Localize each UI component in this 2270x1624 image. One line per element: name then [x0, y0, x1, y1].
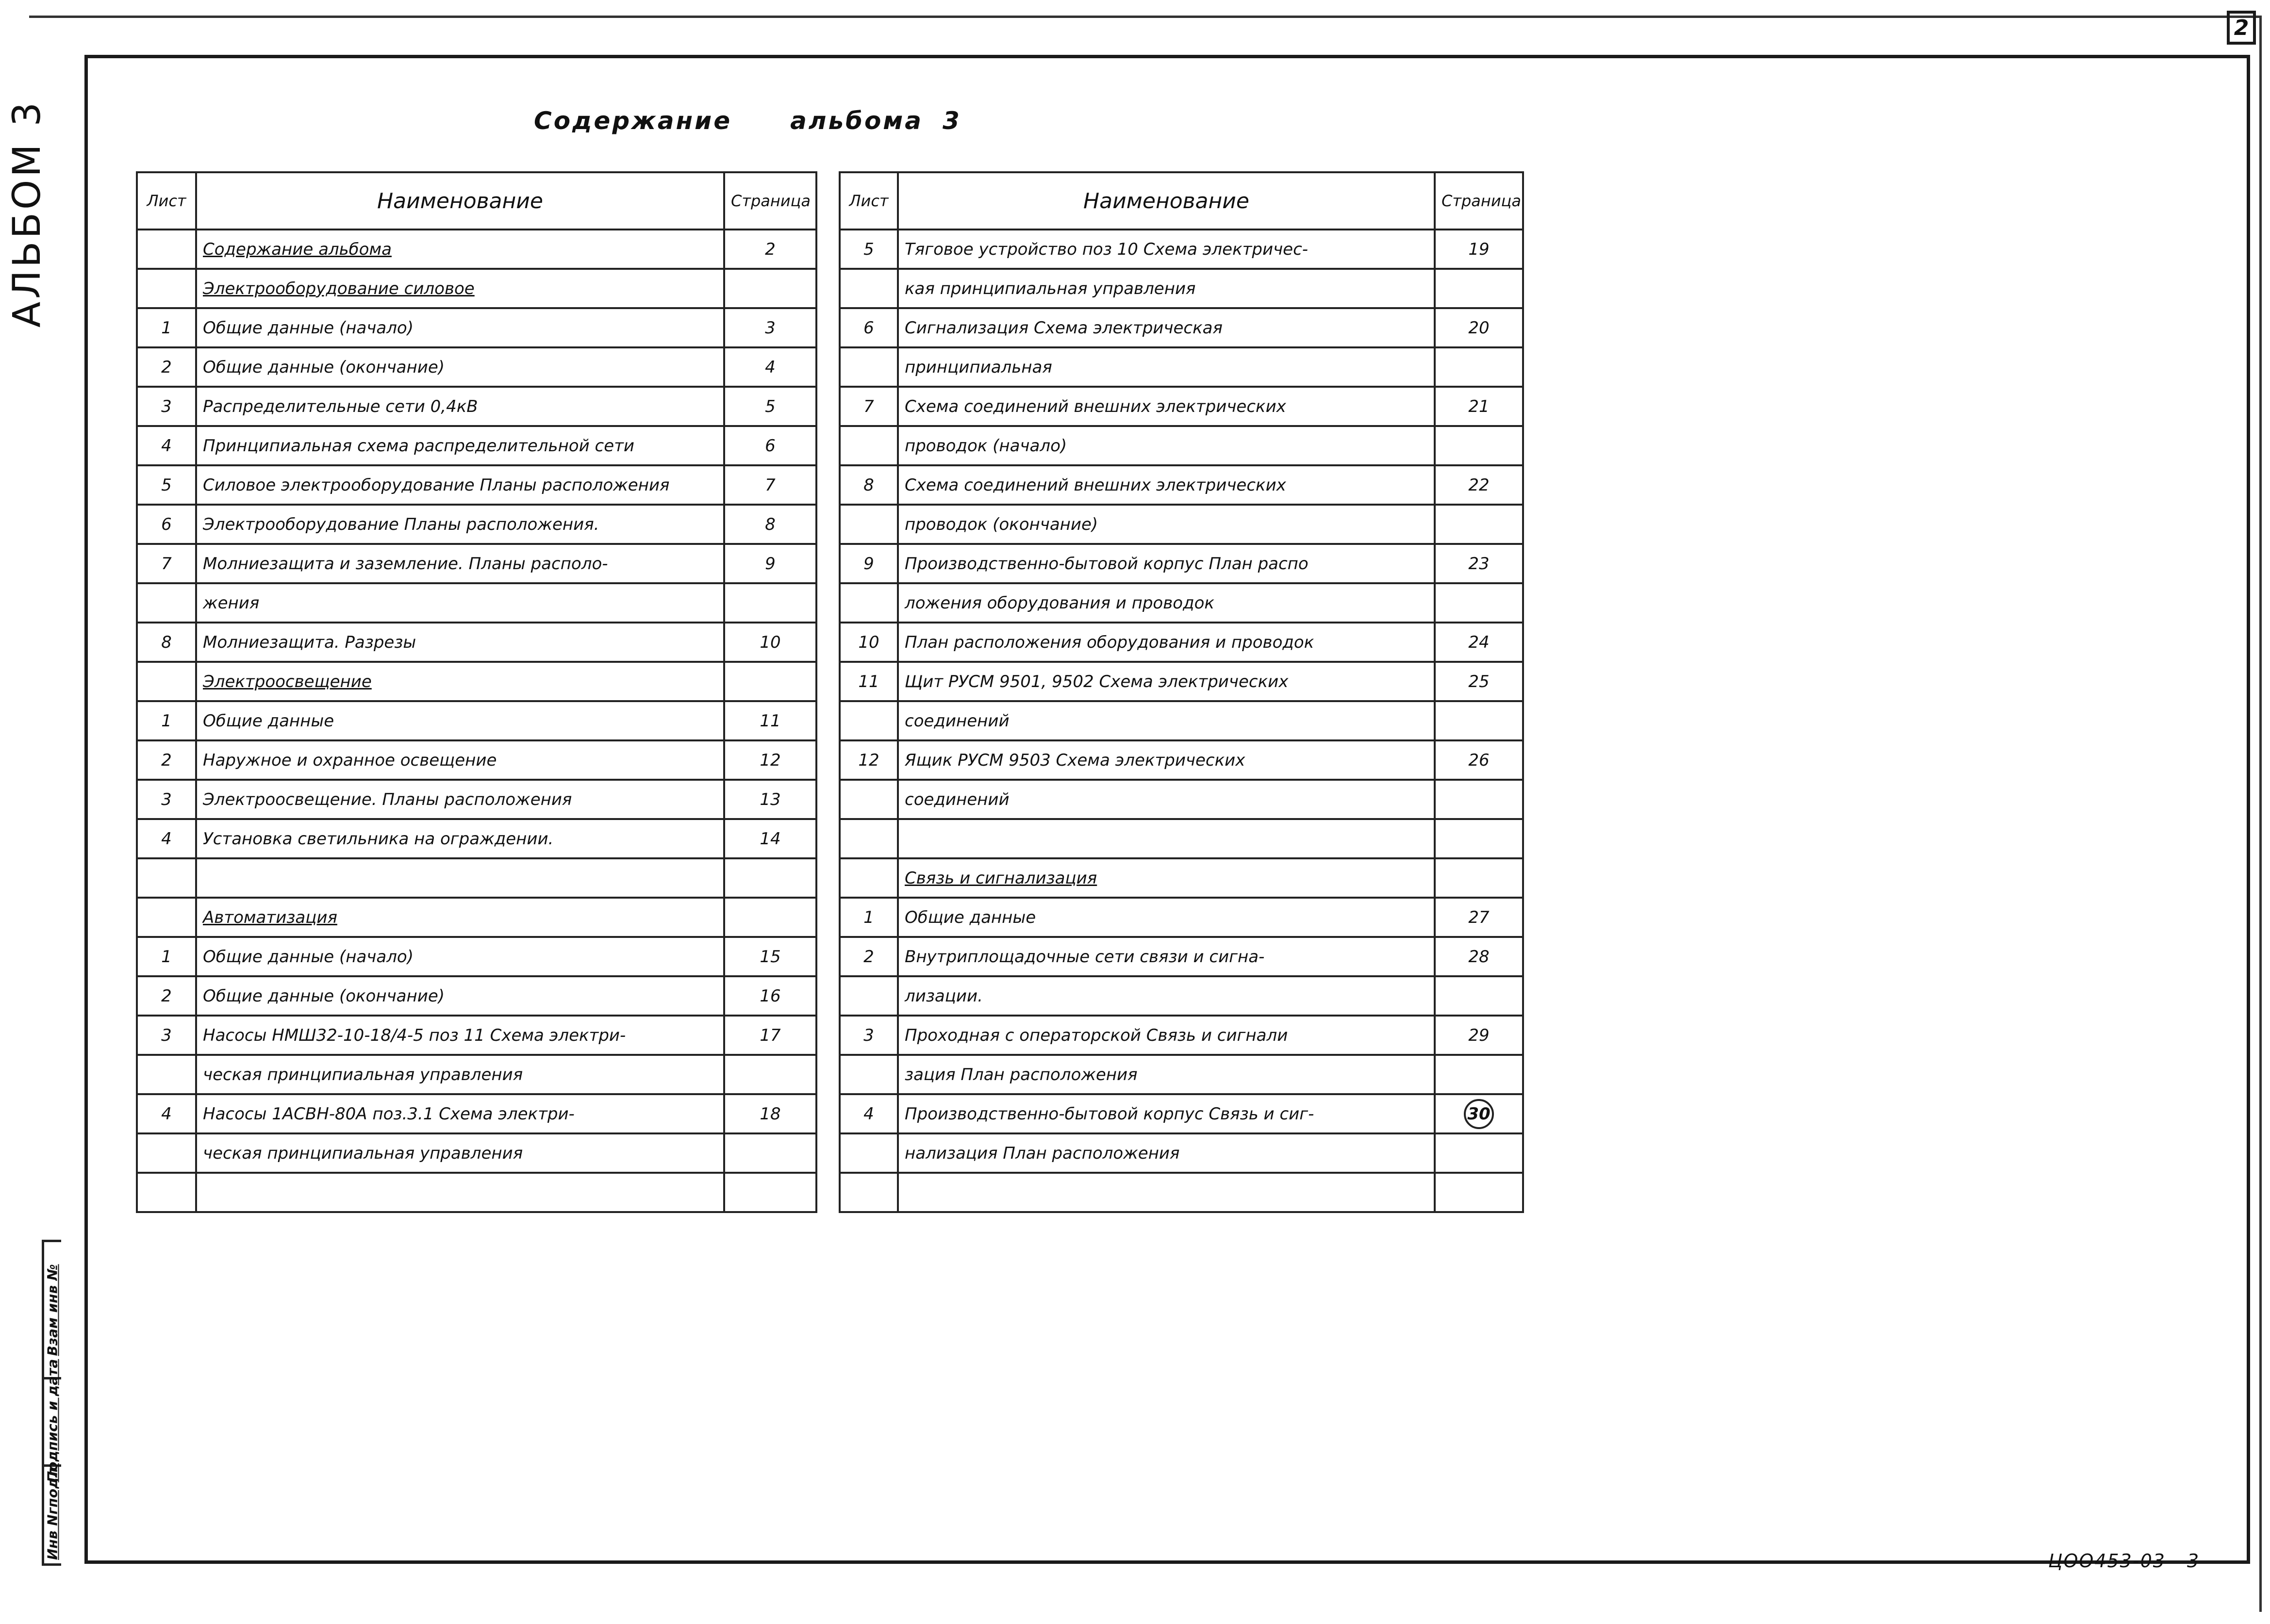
row-sheet	[840, 780, 898, 819]
row-page: 6	[724, 426, 816, 465]
row-sheet: 6	[137, 505, 196, 544]
page-title	[534, 107, 1020, 135]
row-name: проводок (начало)	[898, 426, 1435, 465]
row-name: Принципиальная схема распределительной сети	[196, 426, 724, 465]
document-code	[2048, 1550, 2200, 1572]
row-page: 4	[724, 347, 816, 387]
row-page	[724, 269, 816, 308]
row-name: кая принципиальная управления	[898, 269, 1435, 308]
row-name	[196, 858, 724, 898]
row-sheet	[137, 583, 196, 623]
row-sheet	[840, 1055, 898, 1094]
row-name: Молниезащита. Разрезы	[196, 623, 724, 662]
row-page	[724, 1133, 816, 1173]
row-name: ческая принципиальная управления	[196, 1133, 724, 1173]
row-page: 22	[1435, 465, 1523, 505]
row-name: Тяговое устройство поз 10 Схема электричес-	[898, 230, 1435, 269]
row-page: 21	[1435, 387, 1523, 426]
row-page	[724, 1055, 816, 1094]
row-name: Молниезащита и заземление. Планы располо-	[196, 544, 724, 583]
row-name: Общие данные (окончание)	[196, 347, 724, 387]
title-word1: Содержание	[534, 107, 732, 135]
row-name: Насосы НМШ32-10-18/4-5 поз 11 Схема электри-	[196, 1016, 724, 1055]
header-name: Наименование	[196, 172, 724, 230]
table-row	[840, 505, 1523, 544]
row-sheet	[137, 1173, 196, 1212]
row-sheet	[137, 1133, 196, 1173]
row-page: 3	[724, 308, 816, 347]
row-name: принципиальная	[898, 347, 1435, 387]
row-sheet: 5	[840, 230, 898, 269]
row-sheet: 1	[137, 937, 196, 976]
table-row	[840, 1133, 1523, 1173]
row-sheet: 2	[137, 976, 196, 1016]
table-row	[840, 740, 1523, 780]
row-name: Проходная с операторской Связь и сигнали	[898, 1016, 1435, 1055]
toc-table-left	[136, 171, 817, 1213]
row-page: 10	[724, 623, 816, 662]
row-sheet	[840, 1173, 898, 1212]
table-row	[137, 623, 816, 662]
row-page	[1435, 976, 1523, 1016]
row-sheet: 3	[137, 387, 196, 426]
row-name: Производственно-бытовой корпус Связь и сиг-	[898, 1094, 1435, 1133]
row-sheet: 7	[137, 544, 196, 583]
row-page: 12	[724, 740, 816, 780]
row-page	[724, 662, 816, 701]
table-row	[840, 662, 1523, 701]
table-row	[840, 230, 1523, 269]
row-name: Электроосвещение	[196, 662, 724, 701]
row-page: 17	[724, 1016, 816, 1055]
row-sheet	[137, 662, 196, 701]
table-row	[840, 1055, 1523, 1094]
row-page: 26	[1435, 740, 1523, 780]
table-row	[840, 347, 1523, 387]
row-name: проводок (окончание)	[898, 505, 1435, 544]
row-sheet: 3	[137, 1016, 196, 1055]
row-sheet: 11	[840, 662, 898, 701]
title-word2: альбома	[790, 107, 923, 135]
row-name: Насосы 1АСВН-80А поз.3.1 Схема электри-	[196, 1094, 724, 1133]
row-name: Общие данные (начало)	[196, 308, 724, 347]
table-row	[840, 465, 1523, 505]
row-sheet: 4	[137, 819, 196, 858]
row-page	[1435, 426, 1523, 465]
table-row	[137, 505, 816, 544]
row-sheet: 8	[840, 465, 898, 505]
row-sheet	[137, 858, 196, 898]
table-row	[137, 1016, 816, 1055]
row-page: 15	[724, 937, 816, 976]
row-page	[724, 858, 816, 898]
row-page: 11	[724, 701, 816, 740]
row-name: Общие данные	[196, 701, 724, 740]
toc-table-right	[839, 171, 1524, 1213]
outer-border-top	[29, 16, 2262, 18]
table-row	[137, 1055, 816, 1094]
row-name: нализация План расположения	[898, 1133, 1435, 1173]
table-row	[840, 976, 1523, 1016]
row-page	[1435, 505, 1523, 544]
row-sheet: 2	[137, 740, 196, 780]
row-sheet	[137, 898, 196, 937]
row-sheet: 4	[137, 1094, 196, 1133]
table-row	[137, 269, 816, 308]
row-name: Схема соединений внешних электрических	[898, 387, 1435, 426]
table-row	[137, 426, 816, 465]
table-row	[137, 544, 816, 583]
row-name: Распределительные сети 0,4кВ	[196, 387, 724, 426]
table-row	[137, 898, 816, 937]
table-row	[840, 858, 1523, 898]
table-row	[840, 1094, 1523, 1133]
row-page	[1435, 701, 1523, 740]
row-name: Ящик РУСМ 9503 Схема электрических	[898, 740, 1435, 780]
row-page: 7	[724, 465, 816, 505]
row-page	[1435, 583, 1523, 623]
row-name: соединений	[898, 701, 1435, 740]
row-page: 8	[724, 505, 816, 544]
row-name: Сигнализация Схема электрическая	[898, 308, 1435, 347]
row-sheet: 3	[840, 1016, 898, 1055]
row-page	[724, 583, 816, 623]
row-page: 9	[724, 544, 816, 583]
row-name: Общие данные	[898, 898, 1435, 937]
table-row	[137, 1173, 816, 1212]
table-row	[840, 898, 1523, 937]
row-name: Содержание альбома	[196, 230, 724, 269]
row-sheet: 2	[137, 347, 196, 387]
row-name: Производственно-бытовой корпус План распо	[898, 544, 1435, 583]
row-name: соединений	[898, 780, 1435, 819]
row-name: Установка светильника на ограждении.	[196, 819, 724, 858]
row-page	[1435, 780, 1523, 819]
table-row	[840, 701, 1523, 740]
row-page	[724, 1173, 816, 1212]
row-page: 19	[1435, 230, 1523, 269]
row-name: лизации.	[898, 976, 1435, 1016]
row-sheet: 2	[840, 937, 898, 976]
table-row	[137, 780, 816, 819]
table-row	[840, 937, 1523, 976]
row-sheet: 1	[137, 701, 196, 740]
row-page	[1435, 1055, 1523, 1094]
row-sheet	[840, 505, 898, 544]
table-row	[137, 465, 816, 505]
table-row	[840, 269, 1523, 308]
table-row	[137, 1094, 816, 1133]
table-row	[137, 701, 816, 740]
table-row	[137, 583, 816, 623]
row-sheet	[137, 269, 196, 308]
table-row	[840, 623, 1523, 662]
row-sheet	[840, 269, 898, 308]
row-page	[1435, 819, 1523, 858]
album-label: АЛЬБОМ 3	[5, 99, 49, 328]
row-name: Щит РУСМ 9501, 9502 Схема электрических	[898, 662, 1435, 701]
table-row	[840, 426, 1523, 465]
table-row	[137, 937, 816, 976]
row-sheet	[840, 347, 898, 387]
document-page: 3	[2187, 1550, 2200, 1572]
row-sheet	[840, 1133, 898, 1173]
row-page: 18	[724, 1094, 816, 1133]
header-sheet: Лист	[840, 172, 898, 230]
row-page: 23	[1435, 544, 1523, 583]
row-page: 24	[1435, 623, 1523, 662]
row-name: Внутриплощадочные сети связи и сигна-	[898, 937, 1435, 976]
row-name: ложения оборудования и проводок	[898, 583, 1435, 623]
table-row	[137, 976, 816, 1016]
row-page: 13	[724, 780, 816, 819]
row-page: 29	[1435, 1016, 1523, 1055]
row-sheet	[137, 230, 196, 269]
row-sheet: 4	[137, 426, 196, 465]
row-name: ческая принципиальная управления	[196, 1055, 724, 1094]
sheet-number: 2	[2227, 11, 2256, 45]
row-page: 25	[1435, 662, 1523, 701]
row-name: Схема соединений внешних электрических	[898, 465, 1435, 505]
row-page	[1435, 1133, 1523, 1173]
table-row	[840, 583, 1523, 623]
table-row	[137, 308, 816, 347]
row-sheet: 3	[137, 780, 196, 819]
title-number: 3	[942, 107, 961, 135]
row-page	[1435, 1173, 1523, 1212]
row-sheet: 1	[137, 308, 196, 347]
row-page	[724, 898, 816, 937]
table-row	[137, 387, 816, 426]
toc-right-body	[840, 230, 1523, 1212]
table-row	[137, 858, 816, 898]
row-page: 5	[724, 387, 816, 426]
table-row	[137, 819, 816, 858]
header-name: Наименование	[898, 172, 1435, 230]
row-sheet	[840, 976, 898, 1016]
table-row	[840, 1016, 1523, 1055]
row-name: Автоматизация	[196, 898, 724, 937]
circled-page-number: 30	[1464, 1099, 1494, 1129]
table-row	[840, 780, 1523, 819]
row-sheet	[840, 819, 898, 858]
row-sheet: 6	[840, 308, 898, 347]
header-page: Страница	[724, 172, 816, 230]
table-row	[840, 387, 1523, 426]
row-sheet: 10	[840, 623, 898, 662]
header-sheet: Лист	[137, 172, 196, 230]
stamp-replace-inv: Взам инв №	[44, 1264, 61, 1356]
row-sheet	[840, 858, 898, 898]
table-row	[137, 740, 816, 780]
row-name: Силовое электрооборудование Планы расположения	[196, 465, 724, 505]
row-name: Общие данные (окончание)	[196, 976, 724, 1016]
row-sheet: 4	[840, 1094, 898, 1133]
outer-border-right	[2259, 16, 2262, 1612]
stamp-sign-date: Подпись и дата	[44, 1359, 61, 1483]
row-sheet: 9	[840, 544, 898, 583]
stamp-inv-no: Инв Nгподл	[44, 1467, 61, 1560]
row-page	[1435, 269, 1523, 308]
row-sheet: 12	[840, 740, 898, 780]
row-page: 27	[1435, 898, 1523, 937]
row-page: 14	[724, 819, 816, 858]
table-row	[840, 1173, 1523, 1212]
row-name: Электрооборудование Планы расположения.	[196, 505, 724, 544]
row-page	[1435, 1094, 1523, 1133]
row-page	[1435, 347, 1523, 387]
row-name	[898, 819, 1435, 858]
row-sheet: 5	[137, 465, 196, 505]
row-page: 28	[1435, 937, 1523, 976]
row-name: Наружное и охранное освещение	[196, 740, 724, 780]
row-sheet	[137, 1055, 196, 1094]
row-page: 2	[724, 230, 816, 269]
row-name: Электроосвещение. Планы расположения	[196, 780, 724, 819]
row-sheet: 7	[840, 387, 898, 426]
row-page	[1435, 858, 1523, 898]
row-sheet	[840, 701, 898, 740]
toc-left-body	[137, 230, 816, 1212]
row-name: План расположения оборудования и проводок	[898, 623, 1435, 662]
row-name: Электрооборудование силовое	[196, 269, 724, 308]
row-page: 20	[1435, 308, 1523, 347]
row-sheet	[840, 426, 898, 465]
row-sheet: 1	[840, 898, 898, 937]
table-row	[137, 662, 816, 701]
row-name: Связь и сигнализация	[898, 858, 1435, 898]
table-row	[137, 1133, 816, 1173]
table-row	[137, 230, 816, 269]
table-row	[840, 544, 1523, 583]
row-sheet: 8	[137, 623, 196, 662]
document-code-text: ЦОО453-03	[2048, 1550, 2166, 1572]
row-name	[196, 1173, 724, 1212]
header-page: Страница	[1435, 172, 1523, 230]
row-name	[898, 1173, 1435, 1212]
row-page: 16	[724, 976, 816, 1016]
row-name: зация План расположения	[898, 1055, 1435, 1094]
table-row	[840, 819, 1523, 858]
row-name: Общие данные (начало)	[196, 937, 724, 976]
row-name: жения	[196, 583, 724, 623]
table-row	[137, 347, 816, 387]
row-sheet	[840, 583, 898, 623]
table-row	[840, 308, 1523, 347]
